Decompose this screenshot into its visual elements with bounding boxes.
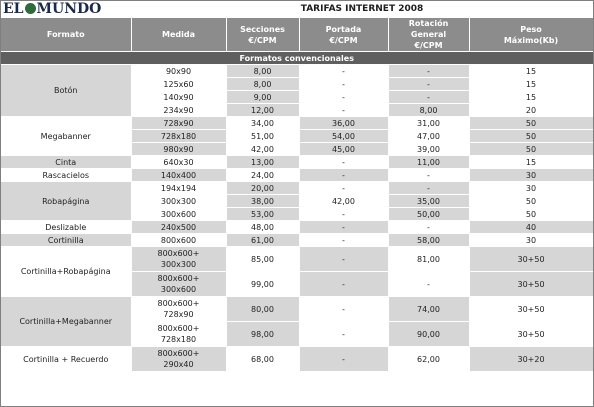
medida-cell [131, 117, 226, 130]
formato-cell: Cortinilla [1, 234, 131, 247]
portada-cell: - [299, 221, 388, 234]
table-row [1, 65, 593, 78]
portada-cell: - [299, 347, 388, 372]
medida-line: 300x300 [160, 260, 197, 269]
portada-cell: - [299, 208, 388, 221]
medida-cell [131, 91, 226, 104]
logo-cell [1, 1, 131, 18]
section-row [1, 52, 593, 65]
medida-line: 125x60 [163, 79, 194, 89]
formato-cell: Megabanner [1, 117, 131, 156]
medida-cell [131, 169, 226, 182]
header-secciones-line: €/CPM [248, 35, 277, 45]
header-medida: Medida [131, 18, 226, 52]
medida-line: 140x400 [160, 170, 197, 180]
portada-cell: 54,00 [299, 130, 388, 143]
formato-cell: Cortinilla+Megabanner [1, 297, 131, 347]
portada-cell: - [299, 322, 388, 347]
rotacion-cell: - [388, 91, 469, 104]
peso-cell: 30+20 [469, 347, 593, 372]
medida-cell [131, 195, 226, 208]
medida-line: 234x90 [163, 105, 194, 115]
header-portada-line: €/CPM [329, 35, 358, 45]
medida-cell [131, 156, 226, 169]
rotacion-cell: - [388, 78, 469, 91]
rates-table-body [1, 1, 593, 372]
formato-cell: Botón [1, 65, 131, 117]
formato-cell: Cortinilla + Recuerdo [1, 347, 131, 372]
section-label: Formatos convencionales [1, 52, 593, 65]
table-row [1, 347, 593, 372]
rotacion-cell: 74,00 [388, 297, 469, 322]
header-rotacion-line: €/CPM [414, 41, 443, 50]
medida-line: 728x180 [160, 131, 197, 141]
portada-cell: - [299, 182, 388, 195]
medida-cell [131, 143, 226, 156]
medida-cell [131, 322, 226, 347]
table-row [1, 297, 593, 322]
formato-cell: Deslizable [1, 221, 131, 234]
rotacion-cell: - [388, 272, 469, 297]
secciones-cell: 9,00 [226, 91, 299, 104]
secciones-cell: 98,00 [226, 322, 299, 347]
secciones-cell: 13,00 [226, 156, 299, 169]
peso-cell: 50 [469, 143, 593, 156]
medida-cell [131, 78, 226, 91]
header-peso [469, 18, 593, 52]
peso-cell: 30 [469, 169, 593, 182]
table-title: TARIFAS INTERNET 2008 [131, 1, 593, 18]
peso-cell: 30+50 [469, 247, 593, 272]
globe-icon [25, 3, 36, 14]
secciones-cell: 80,00 [226, 297, 299, 322]
rotacion-cell: 39,00 [388, 143, 469, 156]
peso-cell: 50 [469, 208, 593, 221]
medida-line: 240x500 [160, 222, 197, 232]
header-rotacion [388, 18, 469, 52]
rates-table [1, 1, 594, 372]
medida-line: 728x180 [160, 335, 197, 344]
peso-cell: 30+50 [469, 297, 593, 322]
secciones-cell: 85,00 [226, 247, 299, 272]
rotacion-cell: - [388, 65, 469, 78]
peso-cell: 30+50 [469, 272, 593, 297]
portada-cell: - [299, 156, 388, 169]
peso-cell: 15 [469, 156, 593, 169]
medida-line: 800x600+ [157, 349, 200, 358]
medida-line: 290x40 [163, 360, 194, 369]
header-peso-line: Peso [520, 24, 542, 34]
medida-line: 140x90 [163, 92, 194, 102]
peso-cell: 30+50 [469, 322, 593, 347]
peso-cell: 30 [469, 234, 593, 247]
medida-cell [131, 272, 226, 297]
rotacion-cell: 58,00 [388, 234, 469, 247]
portada-cell: - [299, 91, 388, 104]
medida-cell [131, 347, 226, 372]
medida-line: 300x600 [160, 209, 197, 219]
portada-cell: - [299, 297, 388, 322]
rotacion-cell: 50,00 [388, 208, 469, 221]
portada-cell: - [299, 247, 388, 272]
portada-cell: - [299, 169, 388, 182]
rotacion-cell: - [388, 221, 469, 234]
logo-text-right: MUNDO [36, 1, 102, 17]
header-formato: Formato [1, 18, 131, 52]
medida-line: 640x30 [163, 157, 194, 167]
secciones-cell: 68,00 [226, 347, 299, 372]
portada-cell: 45,00 [299, 143, 388, 156]
medida-cell [131, 221, 226, 234]
portada-cell: 36,00 [299, 117, 388, 130]
medida-cell [131, 247, 226, 272]
peso-cell: 30 [469, 182, 593, 195]
rotacion-cell: - [388, 169, 469, 182]
medida-line: 90x90 [165, 66, 192, 76]
medida-line: 800x600+ [157, 324, 200, 333]
header-peso-line: Máximo(Kb) [503, 35, 559, 45]
el-mundo-logo [3, 2, 101, 17]
secciones-cell: 8,00 [226, 65, 299, 78]
medida-cell [131, 234, 226, 247]
rotacion-cell: 47,00 [388, 130, 469, 143]
medida-cell [131, 65, 226, 78]
header-portada [299, 18, 388, 52]
table-row [1, 117, 593, 130]
table-row [1, 247, 593, 272]
medida-line: 728x90 [163, 118, 194, 128]
medida-cell [131, 208, 226, 221]
peso-cell: 40 [469, 221, 593, 234]
secciones-cell: 42,00 [226, 143, 299, 156]
table-row [1, 221, 593, 234]
secciones-cell: 99,00 [226, 272, 299, 297]
secciones-cell: 61,00 [226, 234, 299, 247]
secciones-cell: 34,00 [226, 117, 299, 130]
medida-cell [131, 104, 226, 117]
table-row [1, 234, 593, 247]
medida-line: 300x600 [160, 285, 197, 294]
logo-text-left: EL [3, 1, 24, 17]
rotacion-cell: 90,00 [388, 322, 469, 347]
rotacion-cell: 11,00 [388, 156, 469, 169]
rotacion-cell: 31,00 [388, 117, 469, 130]
medida-line: 194x194 [160, 183, 197, 193]
medida-line: 800x600+ [157, 299, 200, 308]
header-portada-line: Portada [325, 24, 362, 34]
peso-cell: 15 [469, 78, 593, 91]
peso-cell: 20 [469, 104, 593, 117]
formato-cell: Rascacielos [1, 169, 131, 182]
header-secciones-line: Secciones [240, 24, 285, 34]
secciones-cell: 51,00 [226, 130, 299, 143]
portada-cell: - [299, 104, 388, 117]
formato-cell: Robapágina [1, 182, 131, 221]
header-rotacion-line: Rotación [408, 19, 449, 28]
secciones-cell: 20,00 [226, 182, 299, 195]
header-rotacion-line: General [410, 30, 447, 39]
header-row [1, 18, 593, 52]
medida-line: 300x300 [160, 196, 197, 206]
portada-cell: - [299, 234, 388, 247]
table-row [1, 182, 593, 195]
portada-cell: - [299, 65, 388, 78]
rotacion-cell: 8,00 [388, 104, 469, 117]
medida-cell [131, 130, 226, 143]
medida-cell [131, 297, 226, 322]
table-row [1, 156, 593, 169]
secciones-cell: 48,00 [226, 221, 299, 234]
portada-cell: - [299, 272, 388, 297]
formato-cell: Cortinilla+Robapágina [1, 247, 131, 297]
rotacion-cell: 35,00 [388, 195, 469, 208]
peso-cell: 15 [469, 91, 593, 104]
secciones-cell: 24,00 [226, 169, 299, 182]
medida-cell [131, 182, 226, 195]
secciones-cell: 38,00 [226, 195, 299, 208]
rotacion-cell: 62,00 [388, 347, 469, 372]
title-row [1, 1, 593, 18]
secciones-cell: 12,00 [226, 104, 299, 117]
peso-cell: 50 [469, 195, 593, 208]
medida-line: 800x600+ [157, 274, 200, 283]
medida-line: 800x600+ [157, 249, 200, 258]
portada-cell: 42,00 [299, 195, 388, 208]
medida-line: 728x90 [163, 310, 194, 319]
medida-line: 800x600 [160, 235, 197, 245]
table-row [1, 169, 593, 182]
formato-cell: Cinta [1, 156, 131, 169]
header-secciones [226, 18, 299, 52]
secciones-cell: 8,00 [226, 78, 299, 91]
rotacion-cell: - [388, 182, 469, 195]
peso-cell: 15 [469, 65, 593, 78]
rotacion-cell: 81,00 [388, 247, 469, 272]
secciones-cell: 53,00 [226, 208, 299, 221]
peso-cell: 50 [469, 117, 593, 130]
medida-line: 980x90 [163, 144, 194, 154]
portada-cell: - [299, 78, 388, 91]
peso-cell: 50 [469, 130, 593, 143]
